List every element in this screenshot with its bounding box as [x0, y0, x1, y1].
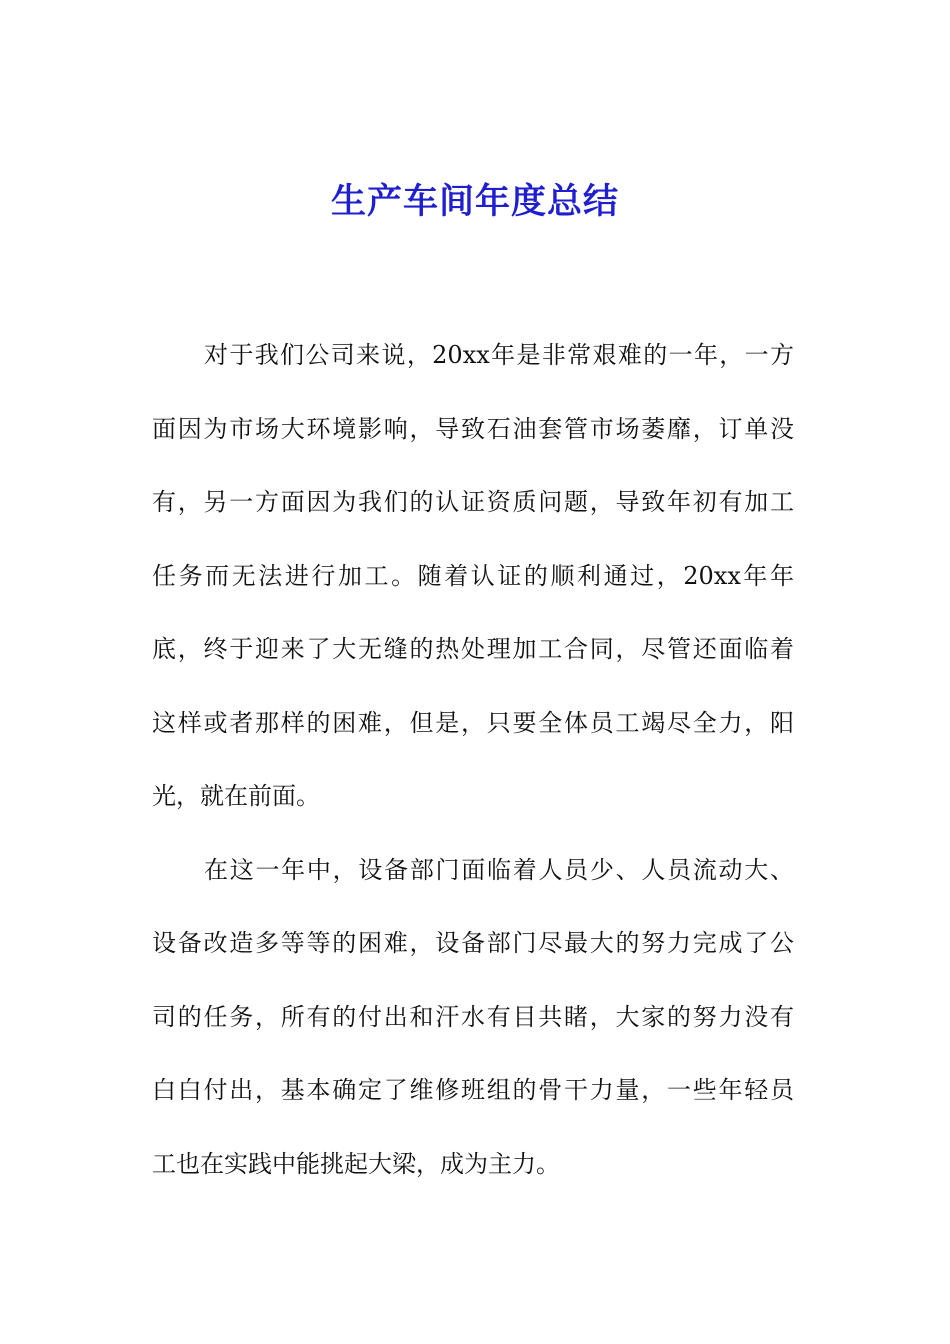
paragraph-line: 对于我们公司来说，20xx年是非常艰难的一年，一方	[204, 341, 794, 369]
paragraph-1	[152, 331, 794, 846]
paragraph-line: 司的任务，所有的付出和汗水有目共睹，大家的努力没有	[152, 1002, 794, 1031]
paragraph-line: 白白付出，基本确定了维修班组的骨干力量，一些年轻员	[152, 1076, 794, 1104]
paragraph-line: 这样或者那样的困难，但是，只要全体员工竭尽全力，阳	[152, 708, 794, 737]
paragraph-line: 工也在实践中能挑起大梁，成为主力。	[152, 1149, 560, 1178]
paragraph-line: 有，另一方面因为我们的认证资质问题，导致年初有加工	[152, 488, 794, 516]
paragraph-line: 在这一年中，设备部门面临着人员少、人员流动大、	[204, 855, 794, 884]
paragraph-line: 面因为市场大环境影响，导致石油套管市场萎靡，订单没	[152, 414, 794, 443]
paragraph-2	[152, 846, 794, 1214]
paragraph-line: 光，就在前面。	[152, 782, 320, 810]
paragraph-line: 底，终于迎来了大无缝的热处理加工合同，尽管还面临着	[152, 635, 794, 663]
paragraph-line: 设备改造多等等的困难，设备部门尽最大的努力完成了公	[152, 929, 794, 957]
document-title: 生产车间年度总结	[330, 181, 619, 222]
document-body	[152, 331, 794, 1213]
paragraph-line: 任务而无法进行加工。随着认证的顺利通过，20xx年年	[152, 561, 794, 590]
